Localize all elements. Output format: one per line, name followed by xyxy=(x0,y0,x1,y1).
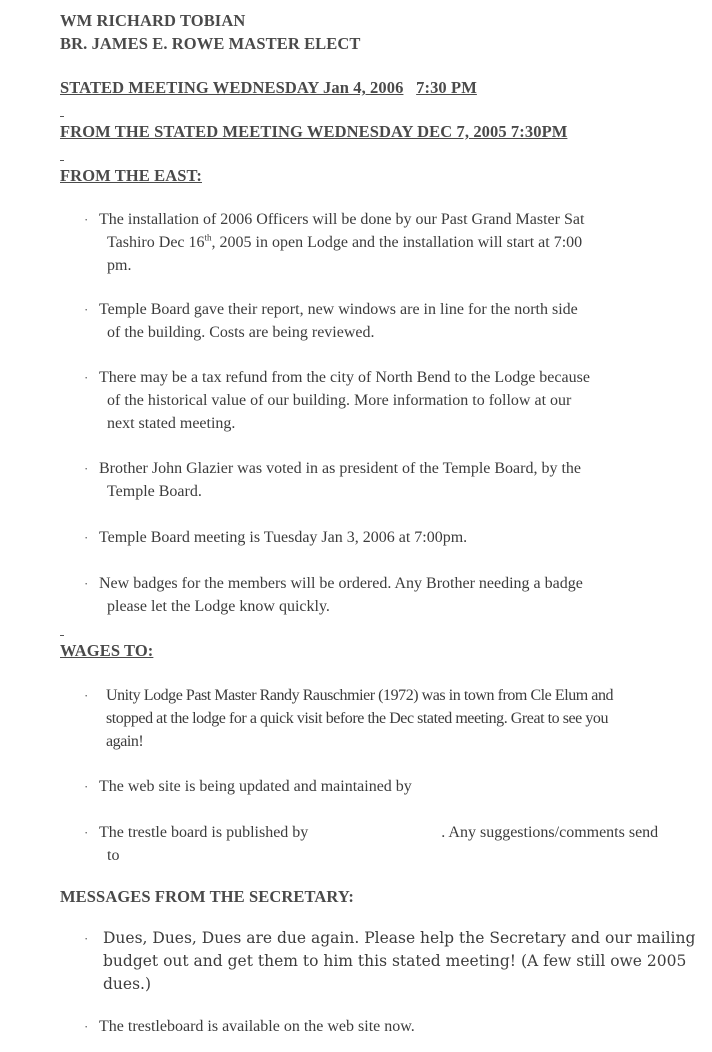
list-item xyxy=(91,366,659,435)
bullet-icon: · xyxy=(84,688,89,703)
list-item-line: Temple Board. xyxy=(107,483,202,500)
list-item-line: The installation of 2006 Officers will be done by our Past Grand Master Sat xyxy=(99,211,585,228)
bullet-icon: · xyxy=(84,461,89,476)
list-item-line: Brother John Glazier was voted in as president of the Temple Board, by the xyxy=(99,460,582,477)
list-item-line: stopped at the lodge for a quick visit before the Dec stated meeting. Great to see you xyxy=(106,710,609,727)
list-item-line: Unity Lodge Past Master Randy Rauschmier (1972) was in town from Cle Elum and xyxy=(106,687,614,704)
list-item-line: Temple Board gave their report, new windows are in line for the north side xyxy=(99,301,578,318)
list-item xyxy=(91,1015,659,1038)
list-item-line: again! xyxy=(106,733,144,750)
bullet-icon: · xyxy=(84,1019,89,1034)
master-elect-line: BR. JAMES E. ROWE MASTER ELECT xyxy=(60,34,361,53)
list-item-line: Dues, Dues, Dues are due again. Please help the Secretary and our mailing xyxy=(103,929,696,947)
list-item xyxy=(91,775,659,798)
bullet-icon: · xyxy=(84,779,89,794)
list-item-line: dues.) xyxy=(103,975,152,993)
list-item-line: The web site is being updated and maintained by xyxy=(99,778,412,795)
list-item-line: of the building. Costs are being reviewed. xyxy=(107,324,375,341)
stated-meeting-heading xyxy=(60,78,477,98)
bullet-icon: · xyxy=(84,370,89,385)
list-item-line: of the historical value of our building. More information to follow at our xyxy=(107,392,572,409)
bullet-icon: · xyxy=(84,530,89,545)
list-item xyxy=(91,208,659,277)
from-the-east-heading: FROM THE EAST: xyxy=(60,166,202,185)
list-item xyxy=(91,298,659,344)
from-stated-meeting-heading: FROM THE STATED MEETING WEDNESDAY DEC 7, 2005 7:30PM xyxy=(60,122,568,141)
list-item-line: Tashiro Dec 16th, 2005 in open Lodge and the installation will start at 7:00 xyxy=(107,232,583,251)
list-item xyxy=(91,821,699,867)
list-item-line: next stated meeting. xyxy=(107,415,236,432)
list-item-line: The trestle board is published by . Any suggestions/comments send xyxy=(99,824,659,841)
list-item-line: There may be a tax refund from the city of North Bend to the Lodge because xyxy=(99,369,590,386)
stated-meeting-time: 7:30 PM xyxy=(416,78,477,97)
wages-to-heading: WAGES TO: xyxy=(60,641,154,660)
secretary-heading: MESSAGES FROM THE SECRETARY: xyxy=(60,887,354,906)
bullet-icon: · xyxy=(84,302,89,317)
list-item-line: pm. xyxy=(107,257,132,274)
divider-mark xyxy=(60,635,64,636)
bullet-icon: · xyxy=(84,931,89,946)
list-item-line: Temple Board meeting is Tuesday Jan 3, 2006 at 7:00pm. xyxy=(99,529,468,546)
list-item-line: New badges for the members will be ordered. Any Brother needing a badge xyxy=(99,575,583,592)
list-item xyxy=(91,526,659,549)
divider-mark xyxy=(60,116,64,117)
list-item-line: to xyxy=(107,847,120,864)
list-item-line: please let the Lodge know quickly. xyxy=(107,598,330,615)
list-item xyxy=(91,572,659,618)
bullet-icon: · xyxy=(84,212,89,227)
list-item xyxy=(98,684,686,753)
bullet-icon: · xyxy=(84,825,89,840)
bullet-icon: · xyxy=(84,576,89,591)
worshipful-master-line: WM RICHARD TOBIAN xyxy=(60,11,246,30)
list-item-line: The trestleboard is available on the web site now. xyxy=(99,1018,415,1035)
stated-meeting-date: STATED MEETING WEDNESDAY Jan 4, 2006 xyxy=(60,78,404,97)
divider-mark xyxy=(60,160,64,161)
list-item xyxy=(95,927,696,996)
list-item-line: budget out and get them to him this stated meeting! (A few still owe 2005 xyxy=(103,952,687,970)
list-item xyxy=(91,457,659,503)
